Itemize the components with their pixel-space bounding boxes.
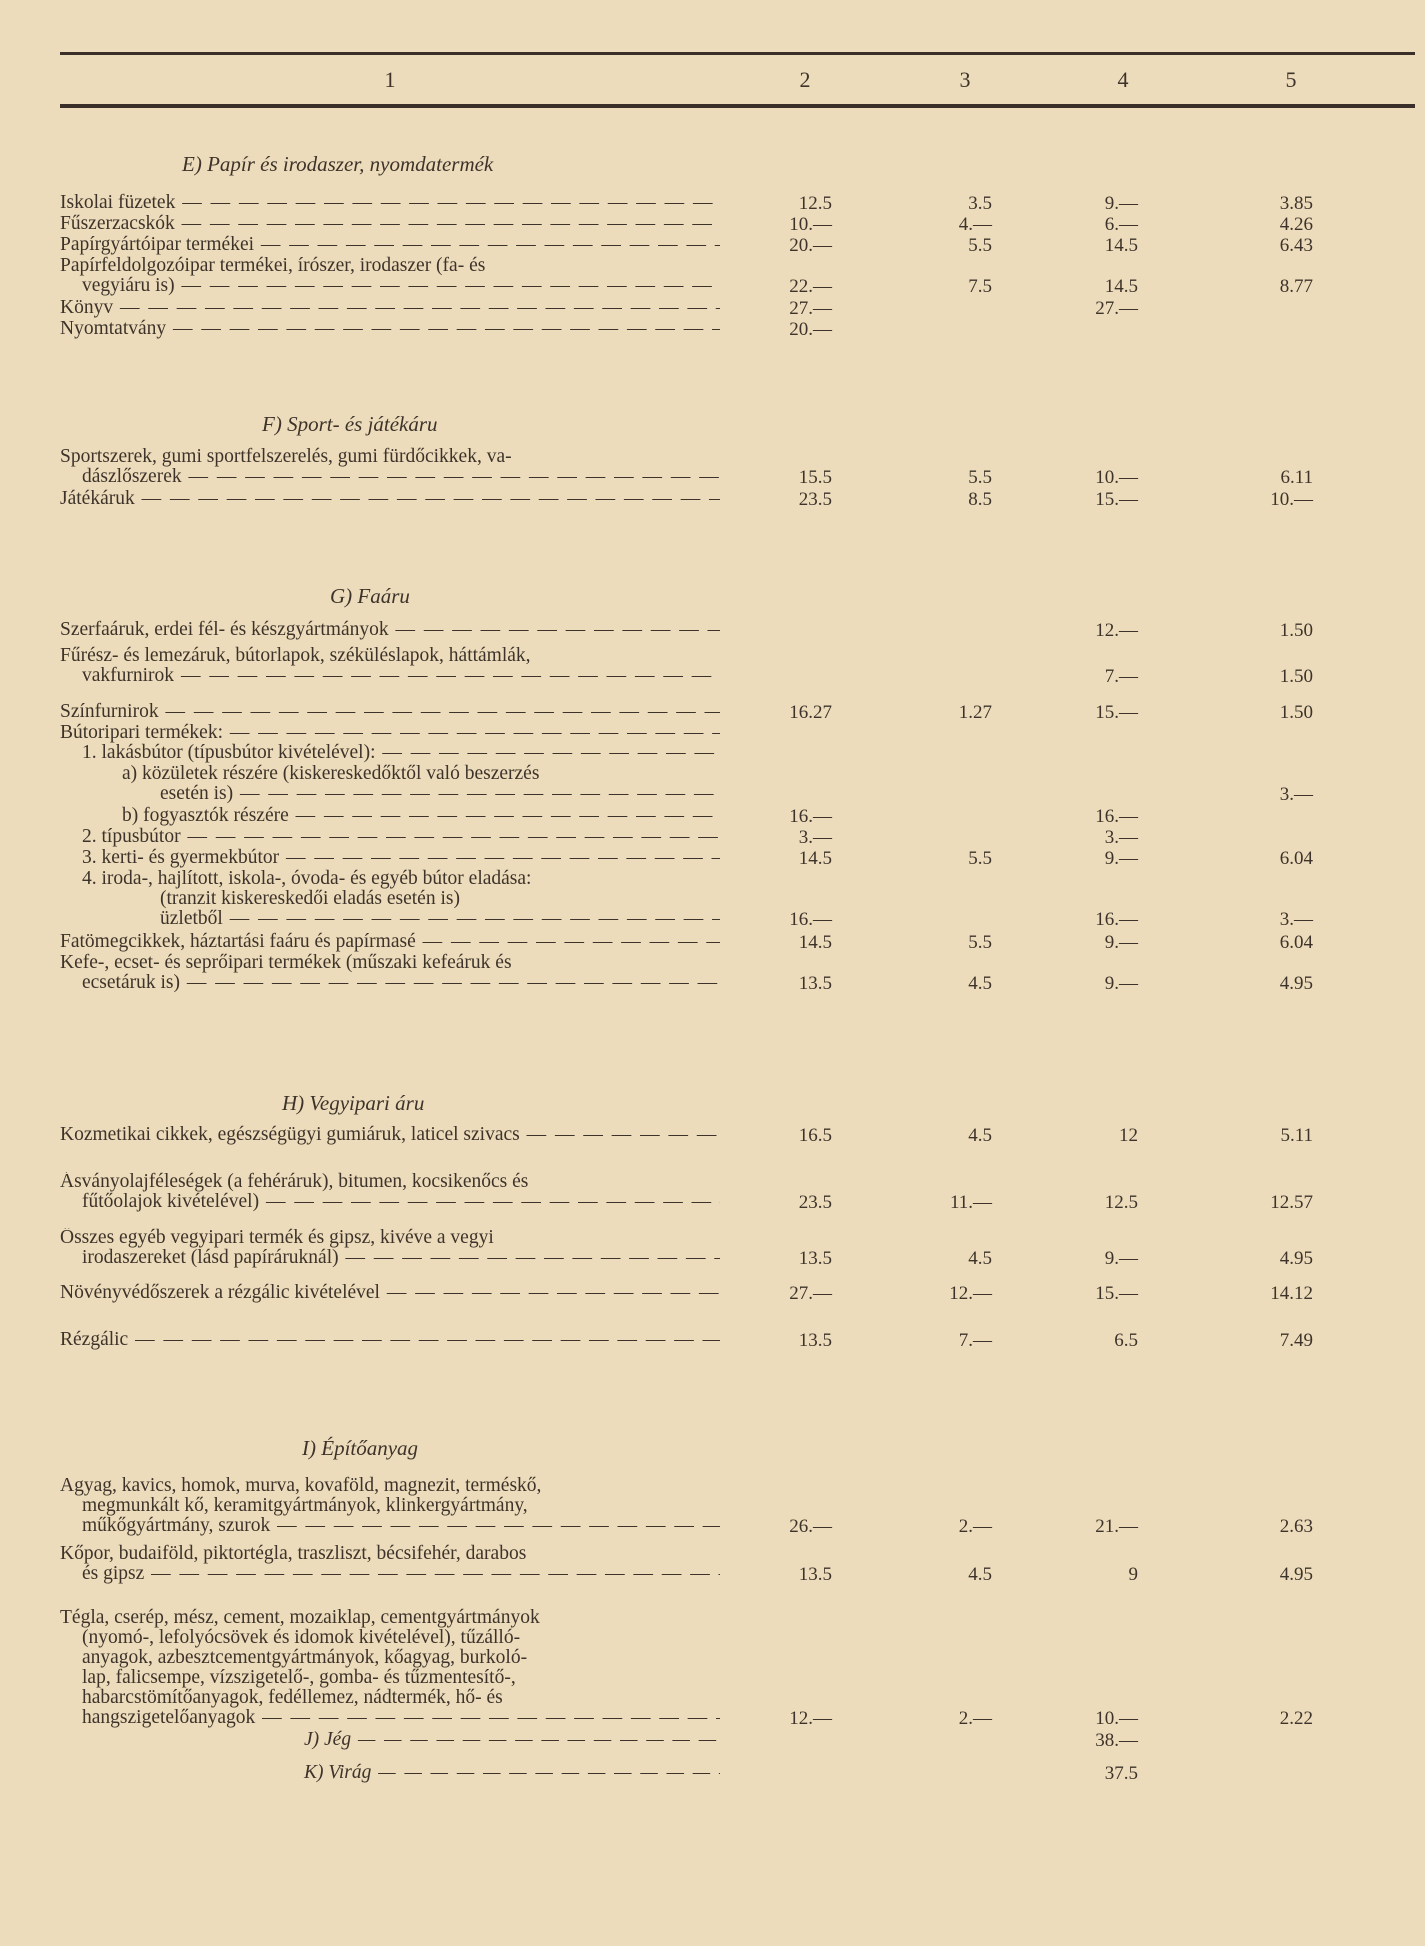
row-label-line: dászlőszerek — — — bbox=[60, 467, 720, 487]
cell-value-col4: 14.5 bbox=[1104, 235, 1138, 256]
table-header-rule bbox=[60, 104, 1415, 108]
row-label-line: műkőgyártmány, szurok — — — bbox=[60, 1516, 720, 1536]
row-label bbox=[60, 743, 720, 763]
section-title: I) Építőanyag bbox=[302, 1436, 419, 1460]
row-label-line: Összes egyéb vegyipari termék és gipsz, kivéve a vegyi bbox=[60, 1228, 494, 1248]
row-label bbox=[60, 1172, 720, 1212]
cell-value-col4: 38.— bbox=[1095, 1730, 1138, 1751]
cell-value-col2: 3.— bbox=[798, 827, 832, 848]
row-label-line: Tégla, cserép, mész, cement, mozaiklap, cementgyártmányok bbox=[60, 1608, 540, 1628]
row-label-line: Kefe-, ecset- és seprőipari termékek (műszaki kefeáruk és bbox=[60, 953, 512, 973]
row-label bbox=[60, 827, 720, 847]
row-label-line: K) Virág — — — bbox=[60, 1763, 720, 1783]
row-label bbox=[60, 1608, 720, 1728]
cell-value-col4: 9.— bbox=[1104, 193, 1138, 214]
row-label bbox=[60, 319, 720, 339]
row-label bbox=[60, 214, 720, 234]
row-label-line: 3. kerti- és gyermekbútor — — — bbox=[60, 848, 720, 868]
row-label bbox=[60, 1544, 720, 1584]
section-title: E) Papír és irodaszer, nyomdatermék bbox=[182, 152, 494, 176]
cell-value-col2: 27.— bbox=[789, 298, 832, 319]
cell-value-col5: 4.95 bbox=[1279, 973, 1313, 994]
cell-value-col3: 4.5 bbox=[968, 1125, 992, 1146]
cell-value-col4: 12.5 bbox=[1104, 1192, 1138, 1213]
row-label-line: hangszigetelőanyagok — — — bbox=[60, 1708, 720, 1728]
cell-value-col4: 14.5 bbox=[1104, 276, 1138, 297]
row-label-line: Iskolai füzetek — — — bbox=[60, 193, 720, 213]
cell-value-col3: 7.— bbox=[958, 1330, 992, 1351]
cell-value-col2: 13.5 bbox=[798, 1330, 832, 1351]
cell-value-col2: 27.— bbox=[789, 1283, 832, 1304]
row-label bbox=[60, 1330, 720, 1350]
row-label-line: 1. lakásbútor (típusbútor kivételével): — — — bbox=[60, 743, 720, 763]
row-label-line: vakfurnirok — — — bbox=[60, 666, 720, 686]
cell-value-col4: 12 bbox=[1119, 1125, 1138, 1146]
cell-value-col2: 16.— bbox=[789, 909, 832, 930]
section-title: G) Faáru bbox=[330, 584, 410, 608]
column-header-2: 2 bbox=[799, 67, 811, 92]
row-label bbox=[60, 447, 720, 487]
cell-value-col2: 16.5 bbox=[798, 1125, 832, 1146]
cell-value-col2: 14.5 bbox=[798, 848, 832, 869]
cell-value-col3: 2.— bbox=[958, 1708, 992, 1729]
row-label bbox=[60, 193, 720, 213]
cell-value-col5: 3.85 bbox=[1279, 193, 1313, 214]
cell-value-col3: 4.5 bbox=[968, 973, 992, 994]
cell-value-col2: 12.— bbox=[789, 1708, 832, 1729]
cell-value-col3: 12.— bbox=[949, 1283, 992, 1304]
cell-value-col5: 12.57 bbox=[1270, 1192, 1313, 1213]
cell-value-col2: 20.— bbox=[789, 319, 832, 340]
cell-value-col4: 9.— bbox=[1104, 1248, 1138, 1269]
cell-value-col3: 5.5 bbox=[968, 932, 992, 953]
cell-value-col4: 37.5 bbox=[1104, 1763, 1138, 1784]
column-header-4: 4 bbox=[1117, 67, 1129, 92]
cell-value-col2: 23.5 bbox=[798, 489, 832, 510]
row-label-line: J) Jég — — — bbox=[60, 1730, 720, 1750]
cell-value-col3: 4.— bbox=[958, 214, 992, 235]
row-label bbox=[60, 235, 720, 255]
row-label bbox=[60, 764, 720, 804]
row-label bbox=[60, 1125, 720, 1145]
row-label bbox=[60, 806, 720, 826]
cell-value-col4: 12.— bbox=[1095, 620, 1138, 641]
cell-value-col4: 10.— bbox=[1095, 1708, 1138, 1729]
row-label-line: Rézgálic — — — bbox=[60, 1330, 720, 1350]
cell-value-col5: 6.11 bbox=[1280, 467, 1313, 488]
row-label-line: 4. iroda-, hajlított, iskola-, óvoda- és egyéb bútor eladása: bbox=[82, 869, 532, 889]
cell-value-col5: 5.11 bbox=[1280, 1125, 1313, 1146]
row-label-line: a) közületek részére (kiskereskedőktől való beszerzés bbox=[122, 764, 540, 784]
row-label-line: vegyiáru is) — — — bbox=[60, 276, 720, 296]
cell-value-col4: 6.5 bbox=[1114, 1330, 1138, 1351]
row-label bbox=[60, 869, 720, 929]
cell-value-col2: 20.— bbox=[789, 235, 832, 256]
cell-value-col5: 1.50 bbox=[1279, 666, 1313, 687]
row-label-line: fűtőolajok kivételével) — — — bbox=[60, 1192, 720, 1212]
cell-value-col3: 3.5 bbox=[968, 193, 992, 214]
row-label-line: Papírfeldolgozóipar termékei, írószer, irodaszer (fa- és bbox=[60, 256, 486, 276]
row-label-line: megmunkált kő, keramitgyártmányok, klinkergyártmány, bbox=[82, 1496, 528, 1516]
row-label bbox=[60, 489, 720, 509]
cell-value-col5: 1.50 bbox=[1279, 702, 1313, 723]
cell-value-col5: 10.— bbox=[1270, 489, 1313, 510]
cell-value-col5: 1.50 bbox=[1279, 620, 1313, 641]
cell-value-col4: 15.— bbox=[1095, 1283, 1138, 1304]
cell-value-col4: 9 bbox=[1128, 1564, 1138, 1585]
row-label bbox=[60, 256, 720, 296]
cell-value-col4: 15.— bbox=[1095, 702, 1138, 723]
cell-value-col3: 5.5 bbox=[968, 467, 992, 488]
cell-value-col2: 23.5 bbox=[798, 1192, 832, 1213]
row-label bbox=[60, 298, 720, 318]
row-label bbox=[60, 1283, 720, 1303]
cell-value-col4: 9.— bbox=[1104, 848, 1138, 869]
row-label-line: Papírgyártóipar termékei — — — bbox=[60, 235, 720, 255]
row-label bbox=[60, 620, 720, 640]
column-header-1: 1 bbox=[384, 67, 396, 92]
cell-value-col4: 15.— bbox=[1095, 489, 1138, 510]
row-label bbox=[60, 1730, 720, 1750]
cell-value-col3: 5.5 bbox=[968, 848, 992, 869]
row-label-line: Könyv — — — bbox=[60, 298, 720, 318]
cell-value-col3: 4.5 bbox=[968, 1564, 992, 1585]
row-label-line: b) fogyasztók részére — — — bbox=[60, 806, 720, 826]
cell-value-col4: 16.— bbox=[1095, 806, 1138, 827]
row-label-line: Ásványolajféleségek (a fehéráruk), bitumen, kocsikenőcs és bbox=[60, 1172, 529, 1192]
cell-value-col2: 16.27 bbox=[789, 702, 832, 723]
cell-value-col4: 10.— bbox=[1095, 467, 1138, 488]
row-label-line: anyagok, azbesztcementgyártmányok, kőagyag, burkoló- bbox=[82, 1648, 528, 1668]
row-label-line: Fűszerzacskók — — — bbox=[60, 214, 720, 234]
row-label-line: Színfurnirok — — — bbox=[60, 702, 720, 722]
row-label-line: 2. típusbútor — — — bbox=[60, 827, 720, 847]
row-label-line: Sportszerek, gumi sportfelszerelés, gumi fürdőcikkek, va- bbox=[60, 447, 512, 467]
cell-value-col4: 9.— bbox=[1104, 973, 1138, 994]
cell-value-col2: 15.5 bbox=[798, 467, 832, 488]
cell-value-col4: 21.— bbox=[1095, 1516, 1138, 1537]
column-header-5: 5 bbox=[1285, 67, 1297, 92]
row-label bbox=[60, 1763, 720, 1783]
cell-value-col5: 8.77 bbox=[1279, 276, 1313, 297]
cell-value-col2: 13.5 bbox=[798, 1564, 832, 1585]
row-label-line: üzletből — — — bbox=[60, 909, 720, 929]
column-header-3: 3 bbox=[959, 67, 971, 92]
row-label-line: Kozmetikai cikkek, egészségügyi gumiáruk, laticel szivacs — — — bbox=[60, 1125, 720, 1145]
cell-value-col5: 3.— bbox=[1279, 909, 1313, 930]
row-label-line: irodaszereket (lásd papíráruknál) — — — bbox=[60, 1248, 720, 1268]
cell-value-col4: 27.— bbox=[1095, 298, 1138, 319]
cell-value-col2: 14.5 bbox=[798, 932, 832, 953]
cell-value-col5: 3.— bbox=[1279, 784, 1313, 805]
row-label-line: Fatömegcikkek, háztartási faáru és papírmasé — — — bbox=[60, 932, 720, 952]
row-label-line: Kőpor, budaiföld, piktortégla, traszliszt, bécsifehér, darabos bbox=[60, 1544, 527, 1564]
cell-value-col5: 2.22 bbox=[1279, 1708, 1313, 1729]
cell-value-col4: 6.— bbox=[1104, 214, 1138, 235]
row-label-line: Bútoripari termékek: — — — bbox=[60, 723, 720, 743]
cell-value-col3: 2.— bbox=[958, 1516, 992, 1537]
cell-value-col4: 16.— bbox=[1095, 909, 1138, 930]
table-top-rule bbox=[60, 52, 1415, 55]
row-label-line: Szerfaáruk, erdei fél- és készgyártmányok — — — bbox=[60, 620, 720, 640]
cell-value-col4: 9.— bbox=[1104, 932, 1138, 953]
row-label-line: esetén is) — — — bbox=[60, 784, 720, 804]
row-label-line: Agyag, kavics, homok, murva, kovaföld, magnezit, terméskő, bbox=[60, 1476, 542, 1496]
cell-value-col3: 7.5 bbox=[968, 276, 992, 297]
row-label bbox=[60, 702, 720, 722]
row-label bbox=[60, 953, 720, 993]
cell-value-col5: 14.12 bbox=[1270, 1283, 1313, 1304]
row-label-line: ecsetáruk is) — — — bbox=[60, 973, 720, 993]
section-title: F) Sport- és játékáru bbox=[262, 412, 438, 436]
cell-value-col2: 10.— bbox=[789, 214, 832, 235]
row-label-line: Játékáruk — — — bbox=[60, 489, 720, 509]
row-label-line: Fűrész- és lemezáruk, bútorlapok, széküléslapok, háttámlák, bbox=[60, 646, 531, 666]
cell-value-col2: 26.— bbox=[789, 1516, 832, 1537]
cell-value-col3: 5.5 bbox=[968, 235, 992, 256]
cell-value-col5: 7.49 bbox=[1279, 1330, 1313, 1351]
cell-value-col4: 7.— bbox=[1104, 666, 1138, 687]
cell-value-col3: 11.— bbox=[949, 1192, 992, 1213]
row-label-line: Nyomtatvány — — — bbox=[60, 319, 720, 339]
row-label-line: habarcstömítőanyagok, fedéllemez, nádtermék, hő- és bbox=[82, 1688, 503, 1708]
cell-value-col3: 8.5 bbox=[968, 489, 992, 510]
row-label-line: (tranzit kiskereskedői eladás esetén is) bbox=[160, 889, 460, 909]
cell-value-col2: 22.— bbox=[789, 276, 832, 297]
cell-value-col2: 13.5 bbox=[798, 973, 832, 994]
cell-value-col2: 12.5 bbox=[798, 193, 832, 214]
row-label bbox=[60, 848, 720, 868]
cell-value-col2: 13.5 bbox=[798, 1248, 832, 1269]
cell-value-col4: 3.— bbox=[1104, 827, 1138, 848]
cell-value-col3: 1.27 bbox=[958, 702, 992, 723]
cell-value-col5: 4.95 bbox=[1279, 1564, 1313, 1585]
cell-value-col5: 6.04 bbox=[1279, 848, 1313, 869]
cell-value-col5: 6.04 bbox=[1279, 932, 1313, 953]
row-label-line: lap, falicsempe, vízszigetelő-, gomba- és tűzmentesítő-, bbox=[82, 1668, 516, 1688]
row-label bbox=[60, 932, 720, 952]
cell-value-col5: 4.26 bbox=[1279, 214, 1313, 235]
cell-value-col5: 6.43 bbox=[1279, 235, 1313, 256]
row-label bbox=[60, 1476, 720, 1536]
cell-value-col2: 16.— bbox=[789, 806, 832, 827]
row-label bbox=[60, 646, 720, 686]
section-title: H) Vegyipari áru bbox=[282, 1091, 425, 1115]
row-label bbox=[60, 723, 720, 743]
cell-value-col5: 4.95 bbox=[1279, 1248, 1313, 1269]
row-label-line: (nyomó-, lefolyócsövek és idomok kivételével), tűzálló- bbox=[82, 1628, 521, 1648]
row-label-line: Növényvédőszerek a rézgálic kivételével — — — bbox=[60, 1283, 720, 1303]
row-label-line: és gipsz — — — bbox=[60, 1564, 720, 1584]
cell-value-col3: 4.5 bbox=[968, 1248, 992, 1269]
row-label bbox=[60, 1228, 720, 1268]
cell-value-col5: 2.63 bbox=[1279, 1516, 1313, 1537]
